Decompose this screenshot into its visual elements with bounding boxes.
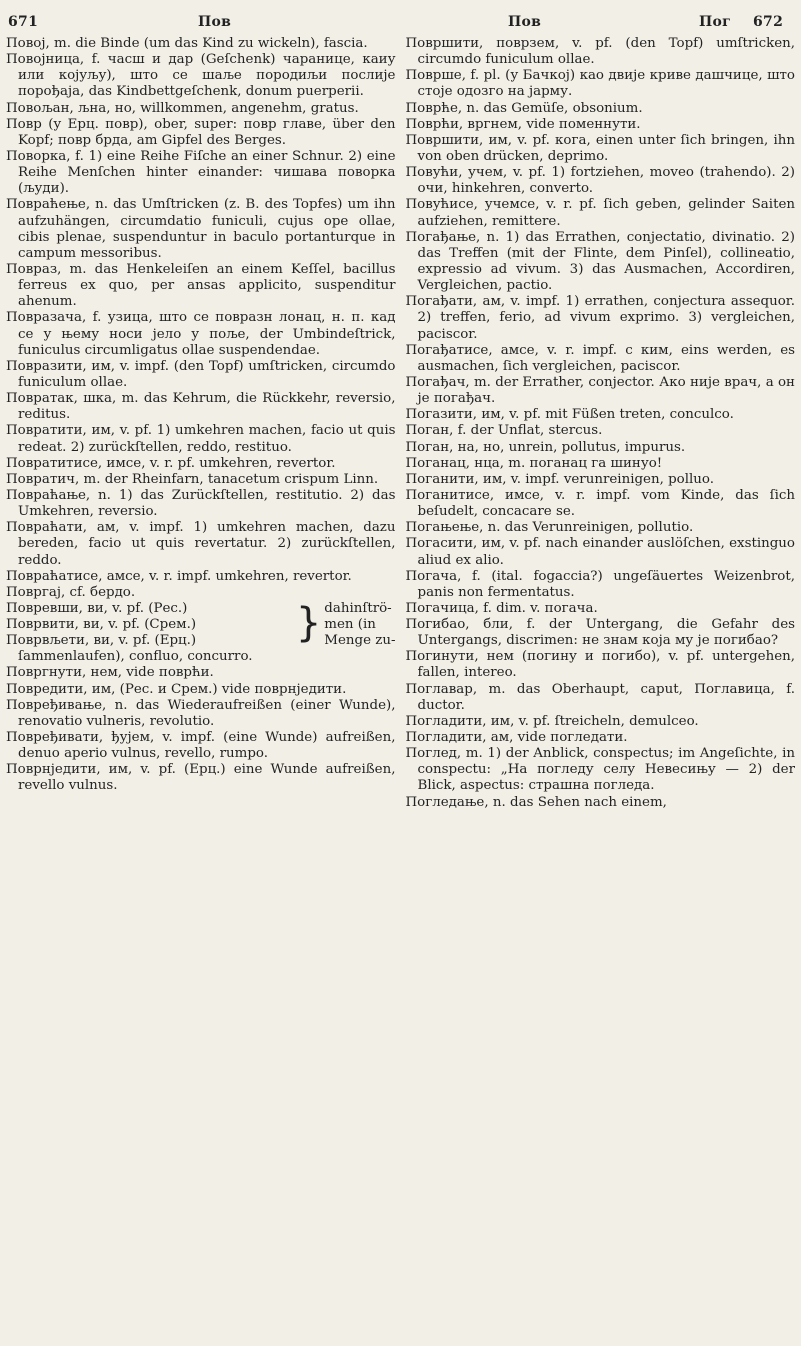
running-header	[6, 6, 795, 36]
braced-entry-line: Поврвити, ви, v. pf. (Срем.)	[6, 617, 197, 633]
dictionary-entry: Повређивати, ђујем, v. impf. (eine Wunde) aufreißen, denuo aperio vulnus, revello, rumpo.	[6, 730, 396, 762]
dictionary-entry: Повој, m. die Binde (um das Kind zu wickeln), fascia.	[6, 36, 368, 51]
dictionary-entry: Погачица, f. dim. v. погача.	[405, 600, 598, 616]
dictionary-entry: Повратич, m. der Rheinfarn, tanacetum crispum Linn.	[6, 471, 379, 487]
dictionary-entry: Повраћање, n. 1) das Zurückſtellen, restitutio. 2) das Umkehren, reversio.	[6, 487, 396, 520]
dictionary-entry: Погладити, им, v. pf. ſtreicheln, demulceo.	[405, 713, 699, 729]
dictionary-entry: Поврћи, вргнем, vide поменнути.	[405, 116, 641, 132]
braced-entry-lines	[6, 601, 293, 649]
dictionary-entry: Поглед, m. 1) der Anblick, conspectus; im Angeſichte, in conspectu: „На погледу селу Невесињу — 2) der Blick, aspectus: страшна погледа.	[405, 746, 795, 794]
braced-definition-line: dahinſtrö-	[324, 600, 392, 616]
dictionary-entry: Повратитисе, имсе, v. r. pf. umkehren, revertor.	[6, 455, 336, 471]
dictionary-entry: Повојница, f. часш и дар (Geſchenk) чаранице, каиу или којуљу), што се шаље породиљи послије порођаја, das Kindbettgeſchenk, donum puerperii.	[6, 52, 396, 100]
dictionary-entry: Површити, поврзем, v. pf. (den Topf) umſtricken, circumdo funiculum ollae.	[405, 36, 795, 68]
dictionary-entry: Површити, им, v. pf. кога, einen unter ſich bringen, ihn von oben drücken, deprimo.	[405, 132, 795, 164]
dictionary-entry: Повргај, cf. бердо.	[6, 584, 136, 600]
dictionary-entry: Погача, f. (ital. fogaccia?) ungeſäuertes Weizenbrot, panis non fermentatus.	[405, 568, 795, 600]
dictionary-entry: Погађатисе, амсе, v. r. impf. с ким, eins werden, es ausmachen, ſich vergleichen, paciscor.	[405, 342, 795, 374]
left-column	[6, 36, 396, 1342]
dictionary-entry: Повраћење, n. das Umſtricken (z. B. des Topfes) um ihn aufzuhängen, circumdatio funiculi, cujus ope ollae, cibis plenae, suspenduntur in baculo portanturque in campum messoribus.	[6, 197, 396, 261]
braced-entry-line: Повревши, ви, v. pf. (Рес.)	[6, 600, 188, 616]
right-column	[406, 36, 796, 1342]
dictionary-entry: Повратити, им, v. pf. 1) umkehren machen, facio ut quis redeat. 2) zurückſtellen, reddo, restituo.	[6, 423, 396, 455]
dictionary-entry: Поганац, нца, m. поганац га шинуо!	[405, 455, 663, 471]
dictionary-entry: Повргнути, нем, vide поврћи.	[6, 665, 214, 681]
dictionary-entry: Повољан, љна, но, willkommen, angenehm, gratus.	[6, 100, 359, 116]
page-number-right: 672	[753, 14, 784, 30]
dictionary-entry: Повређивање, n. das Wiederaufreißen (einer Wunde), renovatio vulneris, revolutio.	[6, 697, 396, 729]
dictionary-entry: Повраћатисе, амсе, v. r. impf. umkehren, revertor.	[6, 568, 352, 584]
braced-entry-definition	[324, 601, 395, 649]
braced-definition-continuation: ſammenlaufen), confluo, concurro.	[18, 649, 253, 665]
dictionary-entry: Погањење, n. das Verunreinigen, pollutio.	[405, 520, 694, 536]
braced-definition-line: Menge zu-	[324, 633, 396, 649]
dictionary-entry: Поган, на, но, unrein, pollutus, impurus.	[405, 439, 686, 455]
dictionary-entry: Погладити, ам, vide погледати.	[405, 730, 628, 746]
dictionary-entry: Погинути, нем (погину и погибо), v. pf. untergehen, fallen, intereo.	[405, 649, 795, 681]
dictionary-entry: Поганитисе, имсе, v. r. impf. vom Kinde, das ſich beſudelt, concacare se.	[405, 487, 795, 520]
braced-entry-line: Поврвљети, ви, v. pf. (Ерц.)	[6, 633, 197, 649]
dictionary-entry: Повућисе, учемсе, v. r. pf. ſich geben, gelinder Saiten aufziehen, remittere.	[405, 197, 795, 229]
dictionary-entry: Поврће, n. das Gemüſe, obsonium.	[405, 100, 643, 116]
page-number-left: 671	[8, 14, 39, 30]
dictionary-entry: Погађати, ам, v. impf. 1) errathen, conjectura assequor. 2) treffen, ferio, ad vivum exprimo. 3) vergleichen, paciscor.	[405, 294, 795, 342]
dictionary-entry: Повраз, m. das Henkeleiſen an einem Keſſel, bacillus ferreus ex quo, per ansas applicito, suspenditur ahenum.	[6, 261, 396, 310]
dictionary-entry: Повразити, им, v. impf. (den Topf) umſtricken, circumdo funiculum ollae.	[6, 358, 396, 390]
dictionary-entry: Поганити, им, v. impf. verunreinigen, polluo.	[405, 471, 715, 487]
dictionary-entry: Поврнједити, им, v. pf. (Ерц.) eine Wunde aufreißen, revello vulnus.	[6, 762, 396, 794]
dictionary-entry: Повраћати, ам, v. impf. 1) umkehren machen, dazu bereden, facio ut quis revertatur. 2) zurückſtellen, reddo.	[6, 520, 396, 568]
dictionary-entry: Поглавар, m. das Oberhaupt, caput, Поглавица, f. ductor.	[405, 681, 795, 713]
dictionary-entry: Погибао, бли, f. der Untergang, die Gefahr des Untergangs, discrimen: не знам која му је погибао?	[405, 617, 795, 649]
braced-definition-line: men (in	[324, 617, 376, 633]
dictionary-entry: Повући, учем, v. pf. 1) fortziehen, moveo (trahendo). 2) очи, hinkehren, converto.	[405, 165, 795, 197]
dictionary-entry: Поворка, f. 1) eine Reihe Fiſche an einer Schnur. 2) eine Reihe Menſchen hinter einander: чишава поворка (људи).	[6, 148, 396, 197]
text-columns	[6, 36, 795, 1342]
braced-entry-group	[6, 601, 396, 649]
guide-word-right-first: Пов	[508, 14, 542, 30]
dictionary-entry: Поган, f. der Unflat, stercus.	[405, 423, 603, 439]
dictionary-entry: Повратак, шка, m. das Kehrum, die Rückkehr, reversio, reditus.	[6, 391, 396, 423]
dictionary-entry: Погазити, им, v. pf. mit Füßen treten, conculco.	[405, 407, 734, 423]
dictionary-entry: Повразача, f. узица, што се повразн лонац, н. п. кад се у њему носи јело у поље, der Umbindeſtrick, funiculus circumligatus ollae suspendendae.	[6, 310, 396, 358]
dictionary-entry: Повредити, им, (Рес. и Срем.) vide поврнједити.	[6, 681, 347, 697]
guide-word-right-last: Пог	[699, 14, 732, 30]
dictionary-entry: Погађач, m. der Errather, conjector. Ако није врач, а он је погађач.	[405, 374, 795, 407]
guide-word-left: Пов	[198, 14, 232, 30]
dictionary-entry: Површе, f. pl. (у Бачкој) као двије криве дашчице, што стоје одозго на јарму.	[405, 68, 795, 100]
dictionary-entry: Погасити, им, v. pf. nach einander auslöſchen, exstinguo aliud ex alio.	[405, 536, 795, 568]
curly-brace-icon: }	[295, 599, 322, 646]
dictionary-entry: Погађање, n. 1) das Errathen, conjectatio, divinatio. 2) das Treffen (mit der Flinte, dem Pinſel), collineatio, expressio ad vivum. 3) das Ausmachen, Accordiren, Vergleichen, pactio.	[405, 229, 795, 294]
dictionary-entry: Погледање, n. das Sehen nach einem,	[405, 794, 667, 810]
dictionary-entry: Повр (у Ерц. повр), ober, super: повр главе, über den Kopf; повр брда, am Gipfel des Berges.	[6, 116, 396, 148]
